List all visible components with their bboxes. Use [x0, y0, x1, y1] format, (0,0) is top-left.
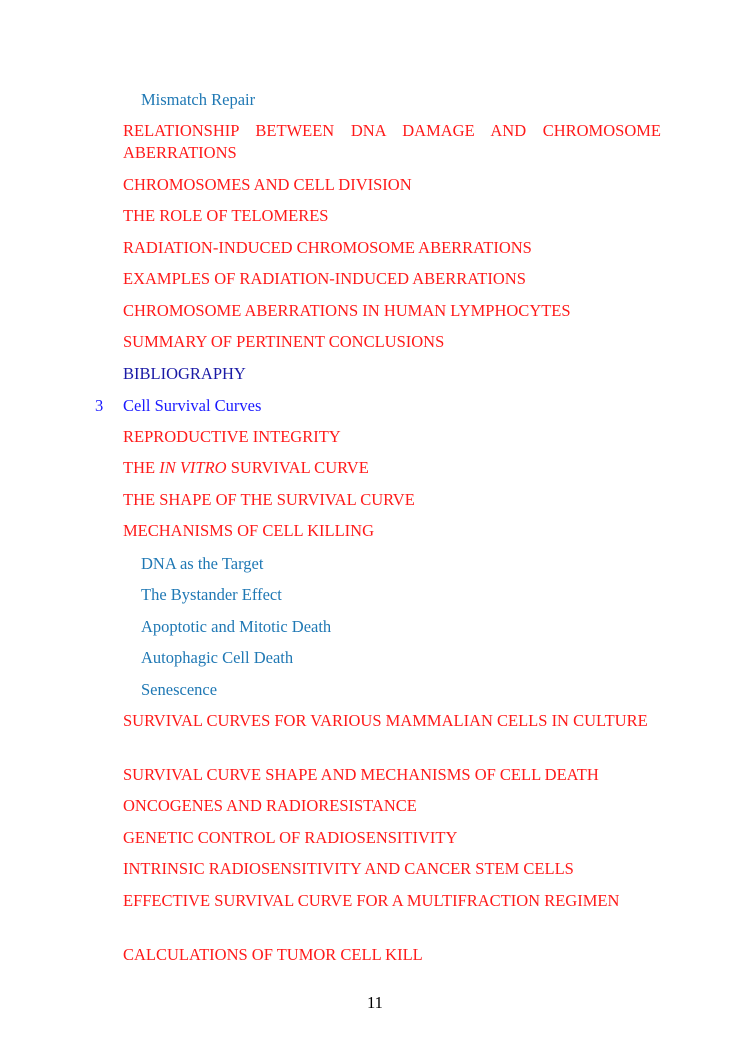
toc-section-intrinsic-radiosensitivity[interactable]: INTRINSIC RADIOSENSITIVITY AND CANCER STEM CELLS	[123, 859, 574, 878]
toc-section-mechanisms-cell-killing[interactable]: MECHANISMS OF CELL KILLING	[123, 521, 375, 540]
toc-section-radiation-induced-aberrations[interactable]: RADIATION-INDUCED CHROMOSOME ABERRATIONS	[123, 238, 532, 257]
toc-section-genetic-control-radiosensitivity[interactable]: GENETIC CONTROL OF RADIOSENSITIVITY	[123, 828, 458, 847]
toc-subsection-mismatch-repair[interactable]: Mismatch Repair	[141, 90, 256, 109]
page-number: 11	[367, 993, 383, 1012]
toc-section-role-of-telomeres[interactable]: THE ROLE OF TELOMERES	[123, 206, 329, 225]
toc-section-chromosomes-cell-division[interactable]: CHROMOSOMES AND CELL DIVISION	[123, 175, 412, 194]
toc-section-dna-damage-chromosome-aberrations[interactable]: RELATIONSHIP BETWEEN DNA DAMAGE AND CHROMOSOME ABERRATIONS	[123, 121, 661, 162]
toc-section-curve-shape-cell-death[interactable]: SURVIVAL CURVE SHAPE AND MECHANISMS OF CELL DEATH	[123, 765, 599, 784]
toc-subsection-apoptotic-mitotic-death[interactable]: Apoptotic and Mitotic Death	[141, 617, 332, 636]
toc-subsection-dna-target[interactable]: DNA as the Target	[141, 554, 264, 573]
toc-section-shape-of-survival-curve[interactable]: THE SHAPE OF THE SURVIVAL CURVE	[123, 490, 415, 509]
toc-section-examples-aberrations[interactable]: EXAMPLES OF RADIATION-INDUCED ABERRATIONS	[123, 269, 526, 288]
toc-subsection-autophagic-cell-death[interactable]: Autophagic Cell Death	[141, 648, 294, 667]
toc-section-summary-conclusions[interactable]: SUMMARY OF PERTINENT CONCLUSIONS	[123, 332, 445, 351]
toc-section-tumor-cell-kill[interactable]: CALCULATIONS OF TUMOR CELL KILL	[123, 945, 423, 964]
chapter-number: 3	[95, 396, 104, 415]
toc-section-in-vitro-survival-curve[interactable]: THE IN VITRO SURVIVAL CURVE	[123, 458, 369, 477]
toc-section-oncogenes-radioresistance[interactable]: ONCOGENES AND RADIORESISTANCE	[123, 796, 417, 815]
toc-bibliography[interactable]: BIBLIOGRAPHY	[123, 364, 246, 383]
toc-section-aberrations-lymphocytes[interactable]: CHROMOSOME ABERRATIONS IN HUMAN LYMPHOCYTES	[123, 301, 571, 320]
toc-subsection-bystander-effect[interactable]: The Bystander Effect	[141, 585, 282, 604]
toc-subsection-senescence[interactable]: Senescence	[141, 680, 218, 699]
toc-section-effective-survival-curve[interactable]: EFFECTIVE SURVIVAL CURVE FOR A MULTIFRACTION REGIMEN	[123, 891, 620, 910]
toc-section-reproductive-integrity[interactable]: REPRODUCTIVE INTEGRITY	[123, 427, 341, 446]
toc-chapter-cell-survival-curves[interactable]: Cell Survival Curves	[123, 396, 262, 415]
toc-section-survival-curves-mammalian-cells[interactable]: SURVIVAL CURVES FOR VARIOUS MAMMALIAN CELLS IN CULTURE	[123, 711, 648, 730]
